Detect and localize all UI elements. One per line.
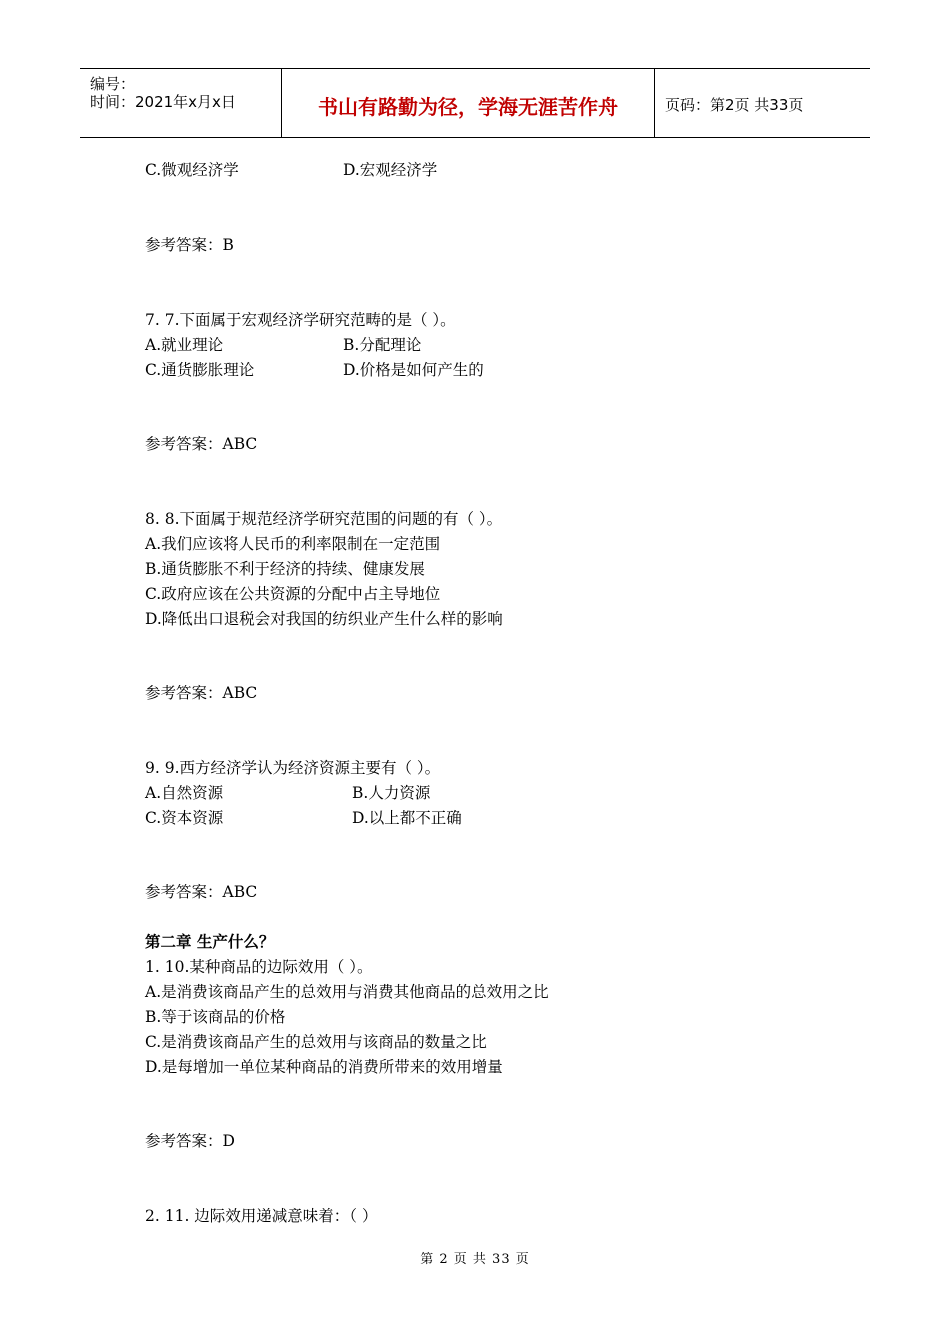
q7-option-b: B.分配理论 — [343, 336, 422, 354]
q7-answer: 参考答案：ABC — [145, 435, 258, 453]
q8-option-b: B.通货膨胀不利于经济的持续、健康发展 — [145, 560, 425, 578]
q8-answer: 参考答案：ABC — [145, 684, 258, 702]
header-motto-cell — [282, 69, 655, 137]
q7-stem: 7. 7.下面属于宏观经济学研究范畴的是（ ）。 — [145, 311, 456, 329]
q7-option-c: C.通货膨胀理论 — [145, 361, 255, 379]
q10-option-c: C.是消费该商品产生的总效用与该商品的数量之比 — [145, 1033, 487, 1051]
q9-option-b: B.人力资源 — [352, 784, 431, 802]
q10-option-d: D.是每增加一单位某种商品的消费所带来的效用增量 — [145, 1058, 503, 1076]
q10-answer: 参考答案：D — [145, 1132, 235, 1150]
q6-option-d: D.宏观经济学 — [343, 161, 438, 179]
chapter-title: 第二章 生产什么？ — [145, 932, 275, 951]
q10-option-a: A.是消费该商品产生的总效用与消费其他商品的总效用之比 — [145, 983, 549, 1001]
page-footer: 第 2 页 共 33 页 — [420, 1252, 530, 1267]
q8-option-a: A.我们应该将人民币的利率限制在一定范围 — [145, 535, 441, 553]
q10-stem: 1. 10.某种商品的边际效用（ ）。 — [145, 958, 373, 976]
q9-stem: 9. 9.西方经济学认为经济资源主要有（ ）。 — [145, 759, 441, 777]
q9-option-c: C.资本资源 — [145, 809, 224, 827]
q9-answer: 参考答案：ABC — [145, 883, 258, 901]
serial-label: 编号： — [90, 75, 136, 93]
q8-stem: 8. 8.下面属于规范经济学研究范围的问题的有（ ）。 — [145, 510, 503, 528]
header-page-cell — [655, 69, 870, 137]
q7-option-a: A.就业理论 — [145, 336, 224, 354]
q6-answer: 参考答案：B — [145, 236, 234, 254]
q7-option-d: D.价格是如何产生的 — [343, 361, 484, 379]
q11-stem: 2. 11. 边际效用递减意味着：（ ） — [145, 1207, 378, 1225]
q10-option-b: B.等于该商品的价格 — [145, 1008, 286, 1026]
q6-option-c: C.微观经济学 — [145, 161, 239, 179]
q9-option-d: D.以上都不正确 — [352, 809, 462, 827]
header-info-cell — [80, 69, 282, 137]
q8-option-d: D.降低出口退税会对我国的纺织业产生什么样的影响 — [145, 610, 503, 628]
page-header — [80, 68, 870, 138]
q8-option-c: C.政府应该在公共资源的分配中占主导地位 — [145, 585, 441, 603]
motto: 书山有路勤为径，学海无涯苦作舟 — [318, 95, 618, 119]
q9-option-a: A.自然资源 — [145, 784, 224, 802]
header-page-info: 页码：第2页 共33页 — [665, 96, 804, 114]
time-label: 时间：2021年x月x日 — [90, 93, 236, 111]
